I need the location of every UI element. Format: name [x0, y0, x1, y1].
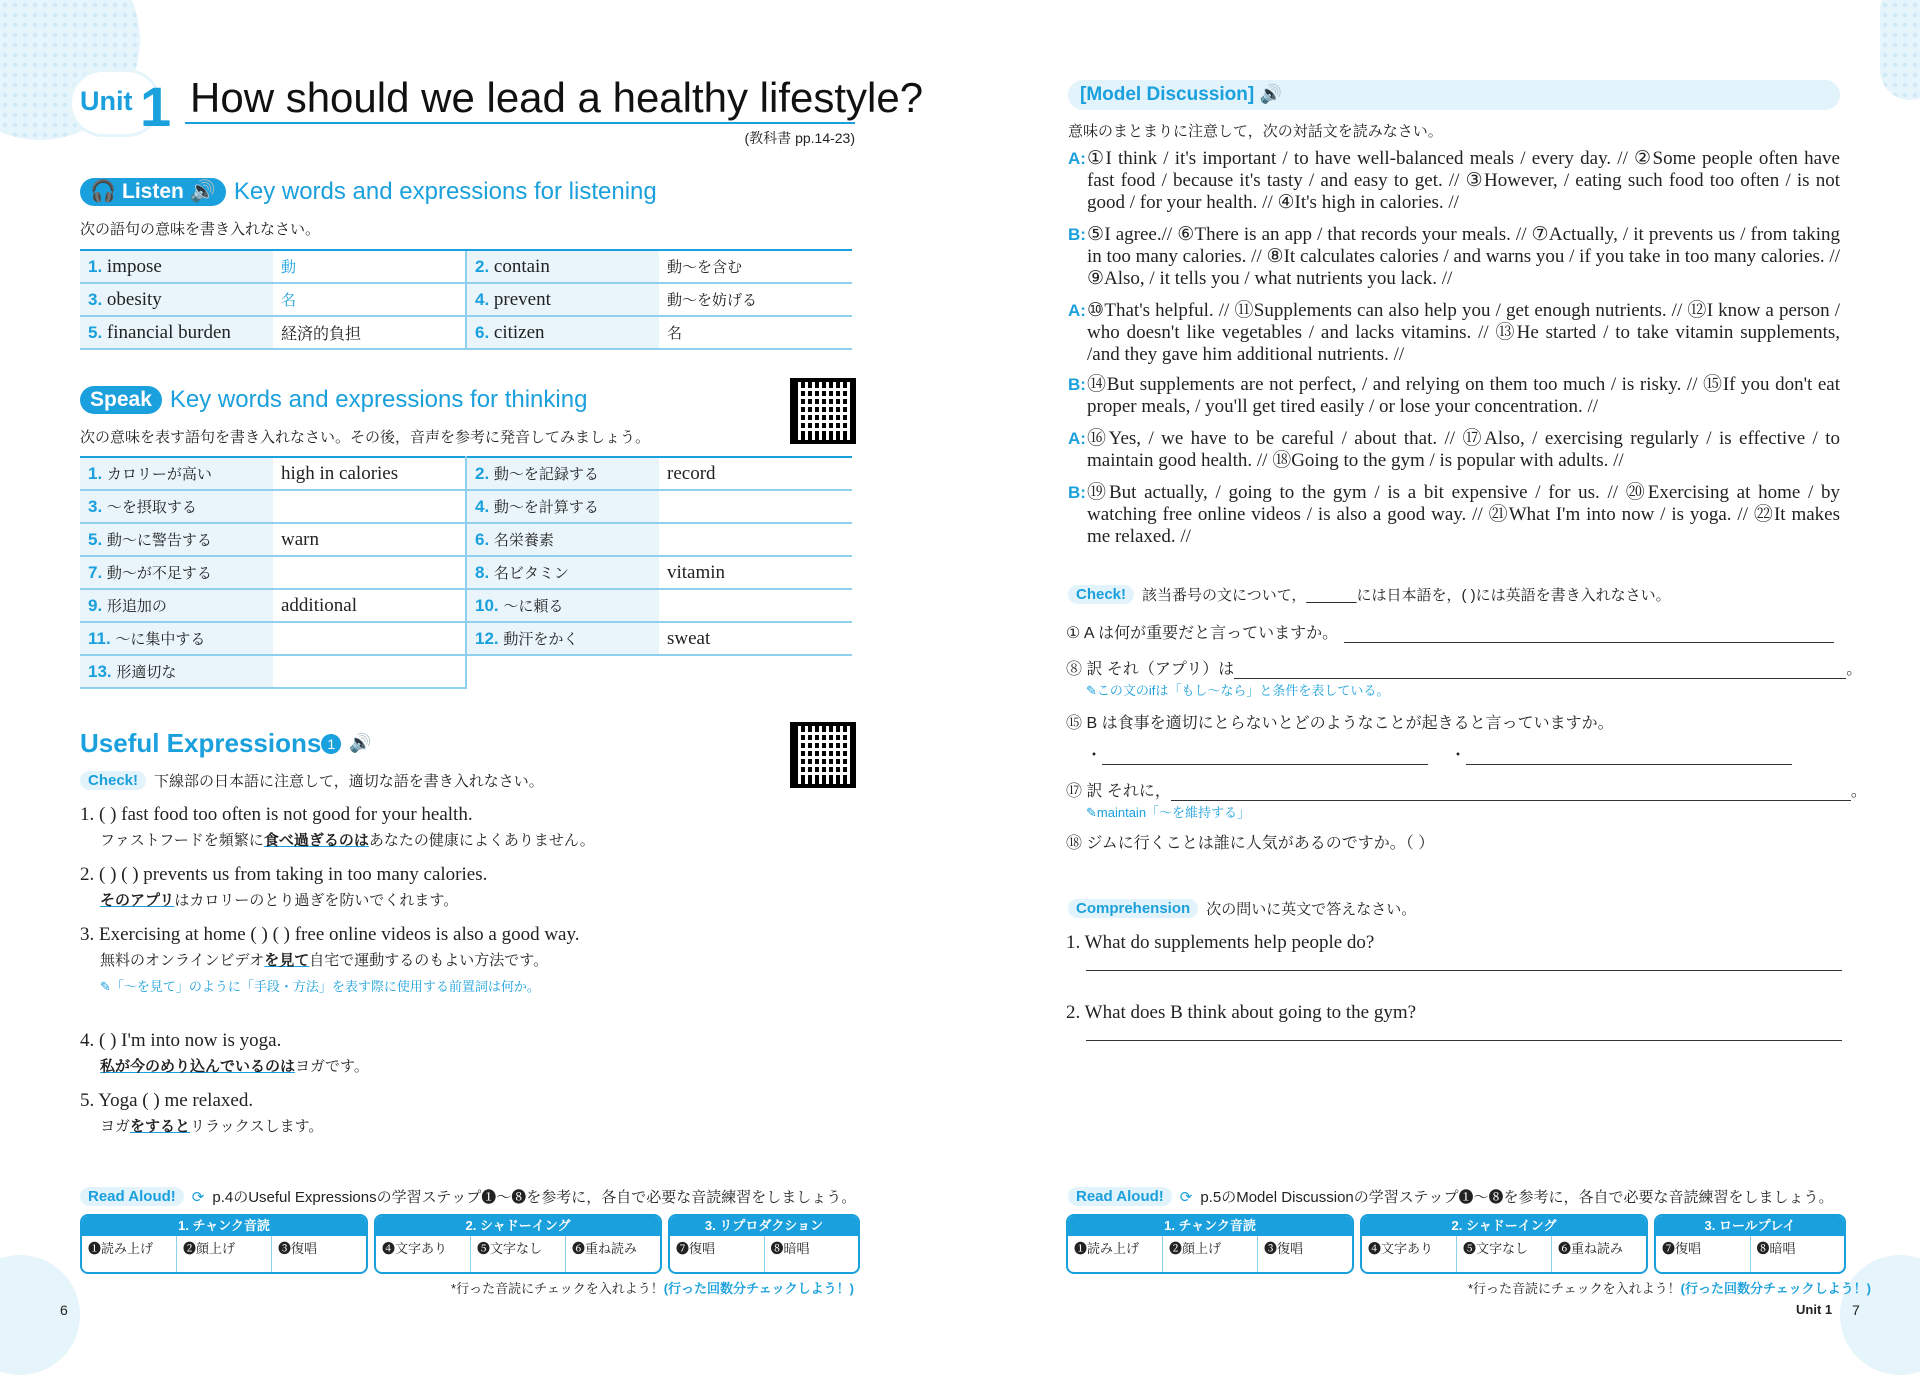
vocab-meaning: [80, 655, 273, 688]
answer-15-lines: ・ ・: [1086, 742, 1792, 765]
dialogue-text: ⑲But actually, / going to the gym / is a bit expensive / for us. // ⑳Exercising at home / by watching free online videos / is also a good way. // ㉑What I'm into now / is yoga. // ㉒It makes me relaxed. //: [1087, 482, 1840, 547]
jp-underlined: そのアプリ: [100, 892, 175, 909]
answer-line[interactable]: [1171, 800, 1851, 801]
item-number: 4.: [475, 497, 494, 516]
group-title: 3. リプロダクション: [670, 1216, 858, 1236]
item-number: 5.: [88, 530, 107, 549]
comprehension-label: Comprehension: [1068, 899, 1198, 918]
group-title: 2. シャドーイング: [1362, 1216, 1646, 1236]
qr-code-icon[interactable]: [790, 722, 856, 788]
expression-japanese: [80, 1114, 870, 1140]
checkbox-cell[interactable]: ❶読み上げ: [82, 1236, 177, 1272]
expression-item: [80, 1028, 870, 1080]
group-title: 1. チャンク音読: [1068, 1216, 1352, 1236]
question-8: ⑧ 訳 それ（アプリ）は 。: [1066, 661, 1863, 678]
empty-cell: [466, 655, 659, 688]
vocab-term: [466, 250, 659, 283]
vocab-meaning: [466, 556, 659, 589]
answer-cell[interactable]: sweat: [659, 622, 852, 655]
expression-item: [80, 802, 870, 854]
hint-text: 「～を見て」のように「手段・方法」を表す際に使用する前置詞は何か。: [110, 979, 540, 994]
answer-cell[interactable]: [273, 556, 466, 589]
part-of-speech: 名: [281, 293, 297, 309]
answer-line[interactable]: [1102, 764, 1428, 765]
question-15: ⑮ B は食事を適切にとらないとどのようなことが起きると言っていますか。: [1066, 715, 1614, 732]
dialogue-line: [1068, 148, 1840, 214]
jp-underlined: 食べ過ぎるのは: [263, 832, 369, 849]
expression-english[interactable]: 2. ( ) ( ) prevents us from taking in too many calories.: [80, 864, 488, 885]
meaning-text: 形追加の: [106, 598, 167, 615]
model-instruction: 意味のまとまりに注意して，次の対話文を読みなさい。: [1068, 123, 1443, 140]
expression-english[interactable]: 1. ( ) fast food too often is not good for your health.: [80, 804, 473, 825]
answer-cell[interactable]: warn: [273, 523, 466, 556]
jp-text: 無料のオンラインビデオ: [100, 952, 265, 969]
speaker-icon[interactable]: 🔊: [349, 733, 372, 754]
read-aloud-text: p.4のUseful Expressionsの学習ステップ❶～❽を参考に，各自で必要な音読練習をしましょう。: [212, 1189, 857, 1206]
jp-text: ヨガ: [100, 1118, 131, 1135]
answer-line[interactable]: [1086, 1040, 1842, 1041]
expression-item: [80, 862, 870, 914]
useful-badge: 1: [321, 734, 341, 754]
table-row: [80, 523, 852, 556]
answer-cell[interactable]: [273, 655, 466, 688]
vocab-meaning: [466, 457, 659, 490]
vocab-term: [466, 316, 659, 349]
jp-text: あなたの健康によくありません。: [368, 832, 595, 849]
speak-header: [80, 386, 587, 414]
checkbox-cell[interactable]: ❸復唱: [278, 1241, 318, 1256]
vocab-meaning: [466, 622, 659, 655]
check-label: Check!: [80, 771, 146, 790]
useful-check-row: [80, 770, 544, 791]
vocab-term: [466, 283, 659, 316]
table-row: [80, 655, 852, 688]
page-title: How should we lead a healthy lifestyle?: [190, 74, 924, 121]
answer-cell[interactable]: [273, 283, 466, 316]
meaning-text: 動～を記録する: [493, 466, 599, 483]
term-text: citizen: [493, 321, 545, 343]
hint-8: ✎ この文のifは「もし～なら」と条件を表している。: [1086, 683, 1390, 698]
answer-cell[interactable]: high in calories: [273, 457, 466, 490]
term-text: contain: [493, 255, 550, 277]
expression-japanese: [80, 828, 870, 854]
item-number: 2.: [475, 256, 494, 276]
expression-japanese: [80, 948, 870, 974]
read-aloud-group: [1360, 1214, 1648, 1274]
meaning-text: 動～を計算する: [493, 499, 599, 516]
term-text: obesity: [106, 288, 162, 310]
expression-japanese: [80, 888, 870, 914]
answer-cell[interactable]: [273, 622, 466, 655]
group-items: [82, 1236, 366, 1272]
meaning-text: ～に集中する: [115, 631, 206, 648]
answer-line[interactable]: [1234, 678, 1846, 679]
model-discussion-header: [Model Discussion] 🔊: [1068, 80, 1840, 110]
unit-number: 1: [140, 75, 172, 138]
jp-text: リラックスします。: [190, 1118, 324, 1135]
group-title: 1. チャンク音読: [82, 1216, 366, 1236]
hint-17: ✎ maintain「～を維持する」: [1086, 805, 1251, 820]
answer-line[interactable]: [1344, 642, 1834, 643]
useful-title: Useful Expressions: [80, 728, 322, 758]
read-aloud-note: *行った音読にチェックを入れよう！(行った回数分チェックしよう！): [1468, 1281, 1871, 1296]
dialogue-line: [1068, 300, 1840, 366]
vocab-meaning: [80, 622, 273, 655]
speaker-label: B:: [1068, 375, 1086, 394]
meaning-text: 動汗をかく: [503, 631, 579, 648]
listen-instruction: 次の語句の意味を書き入れなさい。: [80, 221, 321, 238]
term-text: prevent: [493, 288, 551, 310]
group-items: [670, 1236, 858, 1272]
expression-item: [80, 1088, 870, 1140]
item-number: 10.: [475, 596, 504, 615]
comprehension-instruction: 次の問いに英文で答えなさい。: [1206, 901, 1417, 918]
read-aloud-group: [1066, 1214, 1354, 1274]
checkbox-cell[interactable]: ❻重ね読み: [572, 1241, 638, 1256]
check-label: Check!: [1068, 585, 1134, 604]
answer-cell[interactable]: 動～を含む: [659, 250, 852, 283]
qr-code-icon[interactable]: [790, 378, 856, 444]
pencil-hint-icon: ✎: [1086, 805, 1097, 820]
checkbox-cell[interactable]: ❹文字あり: [1362, 1236, 1457, 1272]
answer-cell[interactable]: record: [659, 457, 852, 490]
vocab-term: [80, 283, 273, 316]
checkbox-cell[interactable]: ❷顔上げ: [177, 1236, 272, 1272]
answer-cell[interactable]: additional: [273, 589, 466, 622]
question-1: ① A は何が重要だと言っていますか。: [1066, 620, 1834, 643]
group-items: [1362, 1236, 1646, 1272]
checkbox-cell[interactable]: ❷顔上げ: [1163, 1236, 1258, 1272]
repeat-icon: ⟳: [1179, 1188, 1193, 1206]
headphones-icon: 🎧: [90, 180, 117, 203]
jp-text: ヨガです。: [295, 1058, 369, 1075]
item-number: 3.: [88, 289, 107, 309]
listen-title: Key words and expressions for listening: [233, 178, 657, 205]
checkbox-cell[interactable]: ❽暗唱: [1756, 1241, 1796, 1256]
item-number: 13.: [88, 662, 117, 681]
answer-cell[interactable]: vitamin: [659, 556, 852, 589]
checkbox-cell[interactable]: ❻重ね読み: [1558, 1241, 1624, 1256]
item-number: 7.: [88, 563, 107, 582]
useful-instruction: 下線部の日本語に注意して，適切な語を書き入れなさい。: [154, 773, 544, 790]
read-aloud-group: [1654, 1214, 1846, 1274]
dialogue-text: ①I think / it's important / to have well-balanced meals / every day. // ②Some people often have fast food / because it's tasty / and easy to get. // ③However, / eating such food too often / is not good / for your health. // ④It's high in calories. //: [1087, 148, 1840, 213]
dialogue-text: ⑤I agree.// ⑥There is an app / that records your meals. // ⑦Actually, / it prevents us / from taking in too many calories. // ⑧It calculates calories / and warns you / if you take in too many calories. // ⑨Also, / it tells you / what nutrients you lack. //: [1087, 224, 1840, 289]
meaning-text: ～に頼る: [503, 598, 564, 615]
page-number: 6: [60, 1302, 68, 1318]
group-items: [1068, 1236, 1352, 1272]
question-18: ⑱ ジムに行くことは誰に人気があるのですか。（ ）: [1066, 835, 1435, 852]
vocab-meaning: [80, 556, 273, 589]
dialogue-text: ⑭But supplements are not perfect, / and relying on them too much / is risky. // ⑮If you don't eat proper meals, / you'll get tired easily / or lose your concentration. //: [1087, 374, 1840, 417]
vocab-meaning: [80, 457, 273, 490]
item-number: 3.: [88, 497, 107, 516]
read-aloud-group: [374, 1214, 662, 1274]
dialogue-text: ⑯Yes, / we have to be careful / about that. // ⑰Also, / exercising regularly / is effective / to maintain good health. // ⑱Going to the gym / is popular with adults. //: [1087, 428, 1840, 471]
answer-cell[interactable]: [659, 523, 852, 556]
expression-english[interactable]: 3. Exercising at home ( ) ( ) free online videos is also a good way.: [80, 924, 580, 945]
speaker-label: A:: [1068, 429, 1086, 448]
meaning-text: 動～に警告する: [106, 532, 212, 549]
dialogue-line: [1068, 428, 1840, 472]
checkbox-cell[interactable]: ❺文字なし: [1457, 1236, 1552, 1272]
meaning-text: カロリーが高い: [106, 466, 212, 483]
answer-line[interactable]: [1086, 970, 1842, 971]
meaning-text: 動～が不足する: [106, 565, 212, 582]
answer-cell[interactable]: [659, 589, 852, 622]
answer-cell[interactable]: 動～を妨げる: [659, 283, 852, 316]
answer-cell[interactable]: [273, 250, 466, 283]
vocab-term: [80, 250, 273, 283]
item-number: 1.: [88, 256, 107, 276]
read-aloud-text: p.5のModel Discussionの学習ステップ❶～❽を参考に，各自で必要な音読練習をしましょう。: [1200, 1189, 1834, 1206]
group-items: [376, 1236, 660, 1272]
item-number: 2.: [475, 464, 494, 483]
vocab-meaning: [80, 523, 273, 556]
vocab-meaning: [466, 490, 659, 523]
speak-vocab-table: [80, 456, 852, 689]
expression-item: [80, 922, 870, 1000]
expression-japanese: [80, 1054, 870, 1080]
checkbox-cell[interactable]: ❽暗唱: [770, 1241, 810, 1256]
speak-instruction: 次の意味を表す語句を書き入れなさい。その後，音声を参考に発音してみましょう。: [80, 429, 651, 446]
table-row: [80, 490, 852, 523]
item-number: 9.: [88, 596, 107, 615]
dialogue-text: ⑩That's helpful. // ⑪Supplements can also help you / get enough nutrients. // ⑫I know a person / who doesn't like vegetables / and lacks vitamins. // ⑬He started / to take vitamin supplements, /and they gave him additional nutrients. //: [1087, 300, 1840, 365]
left-page: [0, 0, 960, 1355]
speaker-icon: 🔊: [189, 180, 216, 203]
group-title: 2. シャドーイング: [376, 1216, 660, 1236]
dialogue-line: [1068, 374, 1840, 418]
vocab-meaning: [80, 490, 273, 523]
check-instruction: 該当番号の文について，______には日本語を，( )には英語を書き入れなさい。: [1142, 587, 1671, 604]
item-number: 8.: [475, 563, 494, 582]
answer-cell[interactable]: [273, 316, 466, 349]
table-row: [80, 250, 852, 283]
read-aloud-group: [668, 1214, 860, 1274]
jp-text: 自宅で運動するのもよい方法です。: [309, 952, 549, 969]
listen-pill: 🎧 Listen 🔊: [80, 178, 226, 206]
checkbox-cell[interactable]: ❹文字あり: [376, 1236, 471, 1272]
table-row: [80, 283, 852, 316]
read-aloud-group: [80, 1214, 368, 1274]
checkbox-cell[interactable]: ❶読み上げ: [1068, 1236, 1163, 1272]
textbook-reference: (教科書 pp.14-23): [744, 130, 855, 146]
speaker-label: B:: [1068, 225, 1086, 244]
read-aloud-row: [1068, 1186, 1833, 1207]
page-number: 7: [1852, 1302, 1860, 1318]
item-number: 12.: [475, 629, 504, 648]
table-row: [80, 556, 852, 589]
answer-text: 経済的負担: [281, 326, 362, 343]
listen-header: [80, 178, 657, 206]
group-items: [1656, 1236, 1844, 1272]
vocab-term: [80, 316, 273, 349]
answer-cell[interactable]: [659, 490, 852, 523]
corner-decoration: [0, 1255, 80, 1375]
comprehension-q2: 2. What does B think about going to the gym?: [1066, 1002, 1417, 1023]
meaning-text: 形適切な: [116, 664, 177, 681]
vocab-meaning: [466, 589, 659, 622]
answer-cell[interactable]: 名: [659, 316, 852, 349]
check-row: [1068, 584, 1671, 605]
question-17: ⑰ 訳 それに， 。: [1066, 783, 1867, 800]
answer-cell[interactable]: [273, 490, 466, 523]
dialogue-line: [1068, 224, 1840, 290]
checkbox-cell[interactable]: ❼復唱: [1656, 1236, 1751, 1272]
dialogue-line: [1068, 482, 1840, 548]
item-number: 1.: [88, 464, 107, 483]
comprehension-q1: 1. What do supplements help people do?: [1066, 932, 1375, 953]
vocab-meaning: [466, 523, 659, 556]
answer-line[interactable]: [1466, 764, 1792, 765]
speaker-label: A:: [1068, 149, 1086, 168]
vocab-meaning: [80, 589, 273, 622]
expression-hint: [80, 974, 870, 1000]
jp-text: ファストフードを頻繁に: [100, 832, 264, 849]
meaning-text: 名栄養素: [493, 532, 554, 549]
repeat-icon: ⟳: [191, 1188, 205, 1206]
speaker-icon[interactable]: 🔊: [1259, 84, 1282, 105]
read-aloud-note: *行った音読にチェックを入れよう！(行った回数分チェックしよう！): [451, 1281, 854, 1296]
group-title: 3. ロールプレイ: [1656, 1216, 1844, 1236]
checkbox-cell[interactable]: ❼復唱: [670, 1236, 765, 1272]
useful-header: [80, 728, 372, 759]
meaning-text: ～を摂取する: [106, 499, 197, 516]
speak-pill: Speak: [80, 386, 162, 414]
pencil-hint-icon: ✎: [100, 979, 111, 994]
term-text: financial burden: [106, 321, 231, 343]
read-aloud-checklist: [1066, 1214, 1846, 1274]
table-row: [80, 589, 852, 622]
item-number: 5.: [88, 322, 107, 342]
expression-english[interactable]: 5. Yoga ( ) me relaxed.: [80, 1090, 254, 1111]
table-row: [80, 457, 852, 490]
pencil-hint-icon: ✎: [1086, 683, 1097, 698]
item-number: 4.: [475, 289, 494, 309]
expression-english[interactable]: 4. ( ) I'm into now is yoga.: [80, 1030, 282, 1051]
speaker-label: B:: [1068, 483, 1086, 502]
listen-vocab-table: [80, 249, 852, 350]
checkbox-cell[interactable]: ❺文字なし: [471, 1236, 566, 1272]
read-aloud-row: [80, 1186, 856, 1207]
jp-text: はカロリーのとり過ぎを防いでくれます。: [174, 892, 459, 909]
title-underline: [185, 122, 855, 124]
speak-title: Key words and expressions for thinking: [169, 386, 588, 413]
term-text: impose: [106, 255, 162, 277]
jp-underlined: を見て: [264, 952, 310, 969]
part-of-speech: 動: [281, 260, 297, 276]
read-aloud-label: Read Aloud!: [80, 1187, 184, 1206]
item-number: 6.: [475, 322, 494, 342]
table-row: [80, 622, 852, 655]
read-aloud-checklist: [80, 1214, 860, 1274]
read-aloud-label: Read Aloud!: [1068, 1187, 1172, 1206]
item-number: 6.: [475, 530, 494, 549]
checkbox-cell[interactable]: ❸復唱: [1264, 1241, 1304, 1256]
comprehension-row: [1068, 898, 1416, 919]
item-number: 11.: [88, 629, 116, 648]
footer-unit: Unit 1: [1796, 1302, 1833, 1317]
jp-underlined: をすると: [130, 1118, 191, 1135]
speaker-label: A:: [1068, 301, 1086, 320]
table-row: [80, 316, 852, 349]
meaning-text: 名ビタミン: [493, 565, 569, 582]
empty-cell: [659, 655, 852, 688]
corner-decoration: [1880, 0, 1920, 100]
jp-underlined: 私が今のめり込んでいるのは: [100, 1058, 296, 1075]
unit-word: Unit: [80, 86, 133, 116]
